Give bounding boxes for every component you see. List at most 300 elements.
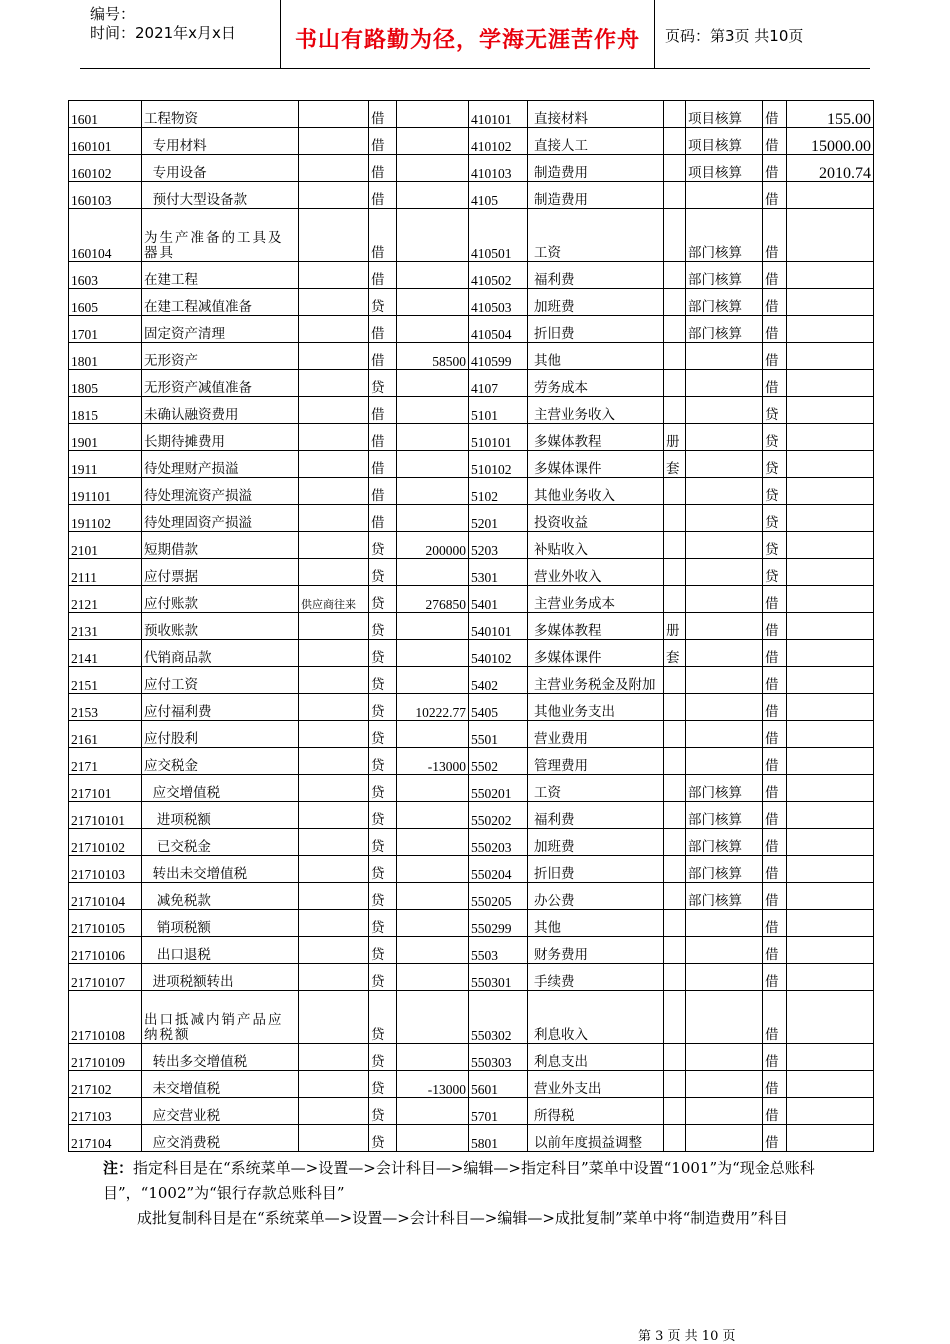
cell-dir-b: 借	[763, 883, 787, 910]
cell-dir-b: 借	[763, 775, 787, 802]
cell-aux-a	[299, 667, 369, 694]
cell-aux-a: 供应商往来	[299, 586, 369, 613]
cell-code-a: 2101	[69, 532, 142, 559]
cell-unit-b: 册	[664, 613, 686, 640]
cell-amount-a	[397, 910, 469, 937]
cell-name-b: 多媒体课件	[528, 640, 664, 667]
cell-dir-b: 借	[763, 182, 787, 209]
cell-balance-b	[787, 1098, 874, 1125]
cell-name-a: 预收账款	[142, 613, 299, 640]
cell-aux-b	[686, 640, 763, 667]
cell-aux-a	[299, 829, 369, 856]
cell-unit-b	[664, 775, 686, 802]
cell-aux-a	[299, 424, 369, 451]
cell-name-b: 制造费用	[528, 182, 664, 209]
cell-balance-b	[787, 451, 874, 478]
notes-section	[103, 1156, 893, 1231]
cell-dir-b: 借	[763, 640, 787, 667]
cell-amount-a	[397, 937, 469, 964]
cell-name-a: 应交消费税	[142, 1125, 299, 1152]
cell-amount-a	[397, 667, 469, 694]
cell-amount-a	[397, 316, 469, 343]
cell-amount-a	[397, 559, 469, 586]
cell-dir-b: 借	[763, 370, 787, 397]
cell-aux-b	[686, 1044, 763, 1071]
table-row	[69, 910, 874, 937]
cell-code-a: 21710104	[69, 883, 142, 910]
cell-balance-b	[787, 640, 874, 667]
header-page-cell	[655, 0, 870, 68]
cell-unit-b	[664, 397, 686, 424]
cell-code-a: 217102	[69, 1071, 142, 1098]
cell-balance-b	[787, 586, 874, 613]
cell-amount-a	[397, 1125, 469, 1152]
cell-code-b: 550203	[469, 829, 528, 856]
cell-balance-b	[787, 721, 874, 748]
cell-dir-a: 贷	[369, 1098, 397, 1125]
cell-aux-b	[686, 343, 763, 370]
cell-name-b: 管理费用	[528, 748, 664, 775]
cell-dir-b: 借	[763, 101, 787, 128]
cell-name-a: 在建工程	[142, 262, 299, 289]
cell-unit-b	[664, 209, 686, 262]
cell-amount-a	[397, 155, 469, 182]
cell-aux-b	[686, 1125, 763, 1152]
cell-dir-a: 贷	[369, 694, 397, 721]
cell-unit-b	[664, 128, 686, 155]
table-row	[69, 209, 874, 262]
cell-dir-b: 借	[763, 748, 787, 775]
table-row	[69, 505, 874, 532]
cell-aux-a	[299, 316, 369, 343]
cell-code-b: 5402	[469, 667, 528, 694]
cell-aux-a	[299, 1098, 369, 1125]
cell-name-b: 其他	[528, 343, 664, 370]
cell-name-a: 工程物资	[142, 101, 299, 128]
cell-name-b: 财务费用	[528, 937, 664, 964]
cell-amount-a	[397, 128, 469, 155]
table-row	[69, 182, 874, 209]
cell-code-b: 410102	[469, 128, 528, 155]
cell-dir-b: 借	[763, 937, 787, 964]
cell-unit-b: 套	[664, 640, 686, 667]
cell-dir-a: 贷	[369, 910, 397, 937]
cell-amount-a: -13000	[397, 1071, 469, 1098]
cell-dir-a: 贷	[369, 1071, 397, 1098]
cell-code-b: 5501	[469, 721, 528, 748]
cell-unit-b	[664, 991, 686, 1044]
cell-dir-b: 借	[763, 209, 787, 262]
cell-aux-a	[299, 775, 369, 802]
cell-dir-b: 借	[763, 1125, 787, 1152]
cell-code-b: 5503	[469, 937, 528, 964]
table-row	[69, 586, 874, 613]
cell-aux-b: 部门核算	[686, 829, 763, 856]
cell-dir-b: 贷	[763, 505, 787, 532]
cell-name-a: 应交增值税	[142, 775, 299, 802]
cell-name-b: 办公费	[528, 883, 664, 910]
cell-code-b: 5201	[469, 505, 528, 532]
cell-name-b: 福利费	[528, 802, 664, 829]
cell-dir-a: 贷	[369, 937, 397, 964]
cell-dir-b: 借	[763, 964, 787, 991]
table-row	[69, 613, 874, 640]
table-row	[69, 289, 874, 316]
cell-aux-b	[686, 478, 763, 505]
cell-dir-a: 借	[369, 343, 397, 370]
cell-aux-a	[299, 289, 369, 316]
cell-dir-a: 贷	[369, 721, 397, 748]
cell-aux-b: 部门核算	[686, 316, 763, 343]
cell-name-a: 无形资产	[142, 343, 299, 370]
cell-aux-a	[299, 721, 369, 748]
cell-aux-b	[686, 586, 763, 613]
cell-code-a: 2151	[69, 667, 142, 694]
cell-name-a: 为生产准备的工具及器具	[142, 209, 299, 262]
cell-name-a: 在建工程减值准备	[142, 289, 299, 316]
header-info	[80, 0, 281, 68]
table-row	[69, 1098, 874, 1125]
table-row	[69, 802, 874, 829]
cell-amount-a: 10222.77	[397, 694, 469, 721]
cell-dir-a: 借	[369, 209, 397, 262]
table-row	[69, 478, 874, 505]
cell-aux-b	[686, 667, 763, 694]
cell-unit-b	[664, 802, 686, 829]
cell-balance-b	[787, 856, 874, 883]
cell-dir-a: 贷	[369, 1044, 397, 1071]
cell-amount-a	[397, 1098, 469, 1125]
cell-aux-a	[299, 155, 369, 182]
cell-name-b: 折旧费	[528, 856, 664, 883]
cell-aux-b: 部门核算	[686, 856, 763, 883]
cell-unit-b	[664, 883, 686, 910]
table-row	[69, 316, 874, 343]
cell-dir-a: 借	[369, 451, 397, 478]
cell-code-a: 21710106	[69, 937, 142, 964]
cell-name-b: 制造费用	[528, 155, 664, 182]
cell-code-b: 4105	[469, 182, 528, 209]
cell-balance-b	[787, 748, 874, 775]
cell-name-a: 出口抵减内销产品应纳税额	[142, 991, 299, 1044]
cell-name-a: 转出未交增值税	[142, 856, 299, 883]
cell-unit-b	[664, 856, 686, 883]
cell-aux-a	[299, 856, 369, 883]
cell-aux-b	[686, 424, 763, 451]
cell-code-a: 21710102	[69, 829, 142, 856]
cell-aux-a	[299, 964, 369, 991]
cell-dir-b: 借	[763, 829, 787, 856]
cell-code-b: 550302	[469, 991, 528, 1044]
cell-amount-a	[397, 424, 469, 451]
cell-unit-b	[664, 101, 686, 128]
cell-aux-b: 项目核算	[686, 101, 763, 128]
cell-code-a: 21710105	[69, 910, 142, 937]
cell-code-b: 410101	[469, 101, 528, 128]
cell-dir-b: 借	[763, 802, 787, 829]
cell-balance-b: 15000.00	[787, 128, 874, 155]
cell-aux-a	[299, 559, 369, 586]
cell-aux-b	[686, 532, 763, 559]
cell-dir-a: 贷	[369, 856, 397, 883]
cell-aux-a	[299, 694, 369, 721]
cell-code-a: 2111	[69, 559, 142, 586]
cell-code-b: 550202	[469, 802, 528, 829]
cell-code-b: 5301	[469, 559, 528, 586]
cell-name-a: 转出多交增值税	[142, 1044, 299, 1071]
table-row	[69, 775, 874, 802]
cell-unit-b	[664, 478, 686, 505]
cell-name-b: 其他业务收入	[528, 478, 664, 505]
cell-aux-a	[299, 370, 369, 397]
cell-balance-b	[787, 262, 874, 289]
table-row	[69, 721, 874, 748]
cell-code-b: 550301	[469, 964, 528, 991]
cell-code-a: 2141	[69, 640, 142, 667]
cell-amount-a	[397, 829, 469, 856]
cell-dir-a: 贷	[369, 586, 397, 613]
account-table	[68, 100, 874, 1152]
cell-balance-b	[787, 937, 874, 964]
cell-amount-a: 276850	[397, 586, 469, 613]
cell-name-a: 进项税额转出	[142, 964, 299, 991]
cell-dir-b: 借	[763, 128, 787, 155]
cell-dir-a: 借	[369, 128, 397, 155]
cell-amount-a: 200000	[397, 532, 469, 559]
cell-dir-b: 借	[763, 667, 787, 694]
cell-dir-b: 借	[763, 613, 787, 640]
cell-name-a: 代销商品款	[142, 640, 299, 667]
cell-aux-b	[686, 505, 763, 532]
cell-aux-b: 项目核算	[686, 128, 763, 155]
cell-amount-a	[397, 883, 469, 910]
cell-balance-b	[787, 1044, 874, 1071]
document-number-label: 编号：	[90, 5, 136, 23]
cell-code-a: 1805	[69, 370, 142, 397]
cell-aux-a	[299, 262, 369, 289]
cell-amount-a	[397, 505, 469, 532]
cell-code-b: 540101	[469, 613, 528, 640]
cell-balance-b	[787, 532, 874, 559]
cell-dir-a: 贷	[369, 289, 397, 316]
cell-dir-a: 贷	[369, 991, 397, 1044]
cell-name-b: 其他	[528, 910, 664, 937]
cell-unit-b	[664, 964, 686, 991]
cell-amount-a	[397, 370, 469, 397]
cell-dir-a: 贷	[369, 370, 397, 397]
cell-aux-b	[686, 694, 763, 721]
cell-code-b: 5601	[469, 1071, 528, 1098]
cell-code-b: 5502	[469, 748, 528, 775]
cell-name-b: 劳务成本	[528, 370, 664, 397]
cell-dir-a: 贷	[369, 613, 397, 640]
cell-code-a: 2171	[69, 748, 142, 775]
cell-aux-b	[686, 937, 763, 964]
cell-balance-b	[787, 182, 874, 209]
cell-code-a: 1801	[69, 343, 142, 370]
cell-dir-b: 借	[763, 991, 787, 1044]
cell-code-b: 5102	[469, 478, 528, 505]
cell-unit-b	[664, 1071, 686, 1098]
cell-aux-b	[686, 182, 763, 209]
cell-unit-b: 套	[664, 451, 686, 478]
table-row	[69, 262, 874, 289]
cell-aux-b	[686, 910, 763, 937]
cell-dir-b: 借	[763, 721, 787, 748]
table-row	[69, 1071, 874, 1098]
cell-code-b: 410501	[469, 209, 528, 262]
cell-dir-b: 贷	[763, 559, 787, 586]
cell-aux-a	[299, 748, 369, 775]
cell-name-b: 营业费用	[528, 721, 664, 748]
cell-unit-b	[664, 370, 686, 397]
cell-balance-b	[787, 883, 874, 910]
cell-code-b: 550303	[469, 1044, 528, 1071]
cell-code-a: 1815	[69, 397, 142, 424]
cell-dir-a: 借	[369, 182, 397, 209]
cell-name-a: 出口退税	[142, 937, 299, 964]
cell-aux-a	[299, 991, 369, 1044]
table-row	[69, 397, 874, 424]
cell-name-a: 无形资产减值准备	[142, 370, 299, 397]
cell-code-a: 191101	[69, 478, 142, 505]
table-row	[69, 991, 874, 1044]
cell-dir-b: 贷	[763, 424, 787, 451]
header-motto: 书山有路勤为径，学海无涯苦作舟	[294, 28, 640, 53]
cell-unit-b	[664, 586, 686, 613]
cell-dir-b: 借	[763, 1071, 787, 1098]
cell-name-a: 进项税额	[142, 802, 299, 829]
cell-amount-a	[397, 1044, 469, 1071]
cell-code-a: 160103	[69, 182, 142, 209]
cell-dir-a: 借	[369, 101, 397, 128]
table-row	[69, 370, 874, 397]
cell-dir-a: 借	[369, 262, 397, 289]
cell-name-a: 待处理固资产损溢	[142, 505, 299, 532]
cell-aux-b	[686, 991, 763, 1044]
cell-code-b: 4107	[469, 370, 528, 397]
cell-dir-a: 贷	[369, 1125, 397, 1152]
cell-unit-b	[664, 694, 686, 721]
cell-name-a: 专用设备	[142, 155, 299, 182]
cell-amount-a: -13000	[397, 748, 469, 775]
cell-code-a: 2131	[69, 613, 142, 640]
cell-name-b: 手续费	[528, 964, 664, 991]
cell-aux-a	[299, 343, 369, 370]
cell-code-b: 550299	[469, 910, 528, 937]
cell-code-b: 550204	[469, 856, 528, 883]
cell-aux-b: 项目核算	[686, 155, 763, 182]
cell-code-b: 410503	[469, 289, 528, 316]
cell-name-b: 主营业务收入	[528, 397, 664, 424]
cell-name-b: 福利费	[528, 262, 664, 289]
cell-name-a: 应付股利	[142, 721, 299, 748]
cell-aux-b: 部门核算	[686, 883, 763, 910]
cell-name-b: 加班费	[528, 829, 664, 856]
cell-name-b: 营业外收入	[528, 559, 664, 586]
cell-aux-b	[686, 613, 763, 640]
cell-dir-b: 借	[763, 586, 787, 613]
note-label: 注：	[103, 1159, 134, 1177]
cell-name-a: 待处理流资产损溢	[142, 478, 299, 505]
cell-balance-b	[787, 613, 874, 640]
cell-code-a: 191102	[69, 505, 142, 532]
cell-balance-b: 2010.74	[787, 155, 874, 182]
note-paragraph-1	[103, 1156, 893, 1206]
cell-unit-b	[664, 532, 686, 559]
cell-dir-a: 贷	[369, 775, 397, 802]
cell-code-a: 217103	[69, 1098, 142, 1125]
table-row	[69, 451, 874, 478]
cell-unit-b	[664, 505, 686, 532]
table-row	[69, 883, 874, 910]
cell-aux-a	[299, 910, 369, 937]
cell-aux-a	[299, 209, 369, 262]
header-page-label: 页码：第3页 共10页	[665, 27, 804, 45]
cell-aux-b	[686, 1071, 763, 1098]
cell-dir-b: 贷	[763, 478, 787, 505]
cell-name-a: 应付账款	[142, 586, 299, 613]
cell-balance-b	[787, 209, 874, 262]
cell-code-a: 160102	[69, 155, 142, 182]
cell-code-b: 410502	[469, 262, 528, 289]
cell-aux-b	[686, 721, 763, 748]
cell-aux-b: 部门核算	[686, 209, 763, 262]
cell-name-b: 多媒体课件	[528, 451, 664, 478]
table-row	[69, 1044, 874, 1071]
cell-name-a: 待处理财产损溢	[142, 451, 299, 478]
cell-dir-a: 借	[369, 424, 397, 451]
cell-code-a: 21710101	[69, 802, 142, 829]
cell-code-b: 550205	[469, 883, 528, 910]
cell-amount-a	[397, 856, 469, 883]
cell-balance-b	[787, 316, 874, 343]
cell-unit-b	[664, 910, 686, 937]
cell-aux-a	[299, 937, 369, 964]
cell-dir-a: 贷	[369, 748, 397, 775]
cell-name-b: 折旧费	[528, 316, 664, 343]
cell-dir-a: 贷	[369, 559, 397, 586]
cell-code-b: 510102	[469, 451, 528, 478]
table-row	[69, 694, 874, 721]
note-paragraph-2: 成批复制科目是在“系统菜单—>设置—>会计科目—>编辑—>成批复制”菜单中将“制造费用”科目	[137, 1209, 788, 1227]
cell-amount-a	[397, 478, 469, 505]
cell-amount-a	[397, 991, 469, 1044]
cell-amount-a: 58500	[397, 343, 469, 370]
cell-aux-b	[686, 964, 763, 991]
cell-code-a: 21710109	[69, 1044, 142, 1071]
cell-aux-b: 部门核算	[686, 775, 763, 802]
header-motto-cell	[281, 0, 655, 68]
cell-aux-b	[686, 451, 763, 478]
cell-aux-b: 部门核算	[686, 289, 763, 316]
table-row	[69, 937, 874, 964]
table-row	[69, 101, 874, 128]
cell-dir-b: 借	[763, 856, 787, 883]
cell-name-b: 以前年度损益调整	[528, 1125, 664, 1152]
cell-balance-b	[787, 370, 874, 397]
cell-code-a: 217101	[69, 775, 142, 802]
cell-code-a: 1605	[69, 289, 142, 316]
cell-dir-b: 借	[763, 262, 787, 289]
page-header	[80, 0, 870, 69]
cell-name-b: 主营业务成本	[528, 586, 664, 613]
cell-name-a: 减免税款	[142, 883, 299, 910]
cell-name-b: 所得税	[528, 1098, 664, 1125]
cell-aux-a	[299, 128, 369, 155]
cell-code-b: 510101	[469, 424, 528, 451]
cell-name-b: 多媒体教程	[528, 613, 664, 640]
